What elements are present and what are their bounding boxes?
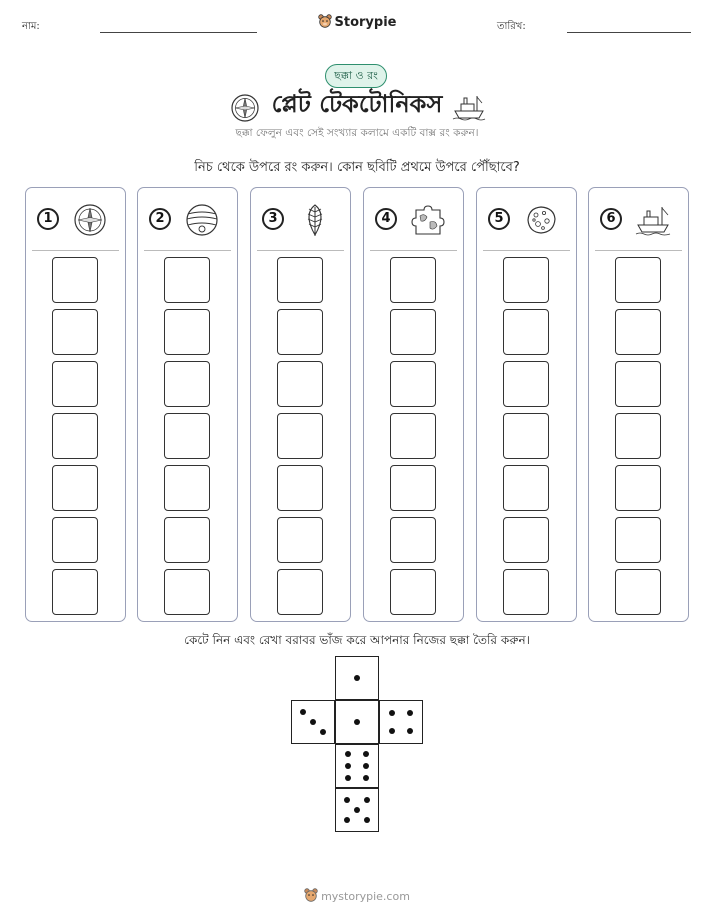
color-box[interactable] <box>164 309 210 355</box>
column-divider <box>144 250 231 251</box>
color-box[interactable] <box>277 361 323 407</box>
color-box[interactable] <box>277 309 323 355</box>
dice-pip <box>363 751 369 757</box>
color-box[interactable] <box>52 361 98 407</box>
column-divider <box>32 250 119 251</box>
date-line[interactable] <box>567 32 691 33</box>
dice-pip <box>407 728 413 734</box>
color-box[interactable] <box>390 517 436 563</box>
puzzle-continents-icon <box>410 202 446 238</box>
dice-face-1 <box>335 700 379 744</box>
name-label: নাম: <box>22 21 40 32</box>
page-title: প্লেট টেকটোনিকস <box>271 90 443 118</box>
ship-icon <box>452 91 486 121</box>
dice-pip <box>344 817 350 823</box>
dice-face-1 <box>335 656 379 700</box>
column-number: 2 <box>149 208 171 230</box>
dice-pip <box>364 797 370 803</box>
instruction-text: নিচ থেকে উপরে রং করুন। কোন ছবিটি প্রথমে উপরে পৌঁছাবে? <box>194 160 520 175</box>
dice-face-5 <box>335 788 379 832</box>
column-2 <box>137 187 238 622</box>
column-number: 4 <box>375 208 397 230</box>
cut-instruction: কেটে নিন এবং রেখা বরাবর ভাঁজ করে আপনার নিজের ছক্কা তৈরি করুন। <box>184 633 530 647</box>
color-box[interactable] <box>390 413 436 459</box>
color-box[interactable] <box>164 517 210 563</box>
dice-pip <box>354 719 360 725</box>
color-box[interactable] <box>277 413 323 459</box>
dice-pip <box>344 797 350 803</box>
color-box[interactable] <box>164 257 210 303</box>
dice-face-3 <box>291 700 335 744</box>
page-subtitle: ছক্কা ফেলুন এবং সেই সংখ্যার কলামে একটি বাক্স রং করুন। <box>235 127 479 139</box>
dice-pip <box>354 675 360 681</box>
color-box[interactable] <box>164 465 210 511</box>
color-box[interactable] <box>503 257 549 303</box>
color-box[interactable] <box>615 413 661 459</box>
ship-icon <box>635 202 671 238</box>
color-box[interactable] <box>277 257 323 303</box>
name-line[interactable] <box>100 32 257 33</box>
color-box[interactable] <box>503 361 549 407</box>
bear-icon <box>304 888 318 902</box>
bear-icon <box>318 14 332 28</box>
color-box[interactable] <box>52 309 98 355</box>
dice-pip <box>345 751 351 757</box>
dice-face-4 <box>379 700 423 744</box>
color-box[interactable] <box>615 309 661 355</box>
footer <box>0 888 714 903</box>
column-5 <box>476 187 577 622</box>
color-box[interactable] <box>52 257 98 303</box>
color-box[interactable] <box>52 517 98 563</box>
color-box[interactable] <box>503 517 549 563</box>
column-number: 3 <box>262 208 284 230</box>
column-number: 1 <box>37 208 59 230</box>
column-divider <box>257 250 344 251</box>
color-box[interactable] <box>503 569 549 615</box>
column-number: 6 <box>600 208 622 230</box>
color-box[interactable] <box>164 569 210 615</box>
color-box[interactable] <box>503 309 549 355</box>
color-box[interactable] <box>503 465 549 511</box>
color-box[interactable] <box>390 257 436 303</box>
brand-name: Storypie <box>334 15 397 30</box>
brand-logo <box>0 14 714 30</box>
color-box[interactable] <box>52 569 98 615</box>
dice-pip <box>363 763 369 769</box>
color-box[interactable] <box>390 361 436 407</box>
footer-url[interactable]: mystorypie.com <box>321 890 410 903</box>
color-box[interactable] <box>52 465 98 511</box>
column-divider <box>483 250 570 251</box>
dice-pip <box>407 710 413 716</box>
date-label: তারিখ: <box>497 21 526 32</box>
color-box[interactable] <box>52 413 98 459</box>
compass-icon <box>72 202 108 238</box>
column-divider <box>370 250 457 251</box>
dice-pip <box>389 728 395 734</box>
color-box[interactable] <box>615 361 661 407</box>
column-6 <box>588 187 689 622</box>
color-box[interactable] <box>164 413 210 459</box>
color-box[interactable] <box>390 309 436 355</box>
dice-pip <box>363 775 369 781</box>
color-box[interactable] <box>164 361 210 407</box>
dice-pip <box>354 807 360 813</box>
color-box[interactable] <box>277 517 323 563</box>
dice-face-6 <box>335 744 379 788</box>
dice-pip <box>300 709 306 715</box>
dice-pip <box>320 729 326 735</box>
color-box[interactable] <box>503 413 549 459</box>
dice-pip <box>364 817 370 823</box>
color-box[interactable] <box>615 465 661 511</box>
dice-pip <box>310 719 316 725</box>
color-box[interactable] <box>277 465 323 511</box>
planet-layers-icon <box>184 202 220 238</box>
activity-badge: ছক্কা ও রং <box>325 64 387 88</box>
color-box[interactable] <box>615 257 661 303</box>
color-box[interactable] <box>615 517 661 563</box>
leaf-fossil-icon <box>297 202 333 238</box>
color-box[interactable] <box>390 465 436 511</box>
color-box[interactable] <box>277 569 323 615</box>
rock-icon <box>523 202 559 238</box>
dice-pip <box>345 775 351 781</box>
column-number: 5 <box>488 208 510 230</box>
dice-pip <box>345 763 351 769</box>
color-box[interactable] <box>390 569 436 615</box>
column-4 <box>363 187 464 622</box>
column-3 <box>250 187 351 622</box>
column-divider <box>595 250 682 251</box>
column-1 <box>25 187 126 622</box>
dice-pip <box>389 710 395 716</box>
color-box[interactable] <box>615 569 661 615</box>
